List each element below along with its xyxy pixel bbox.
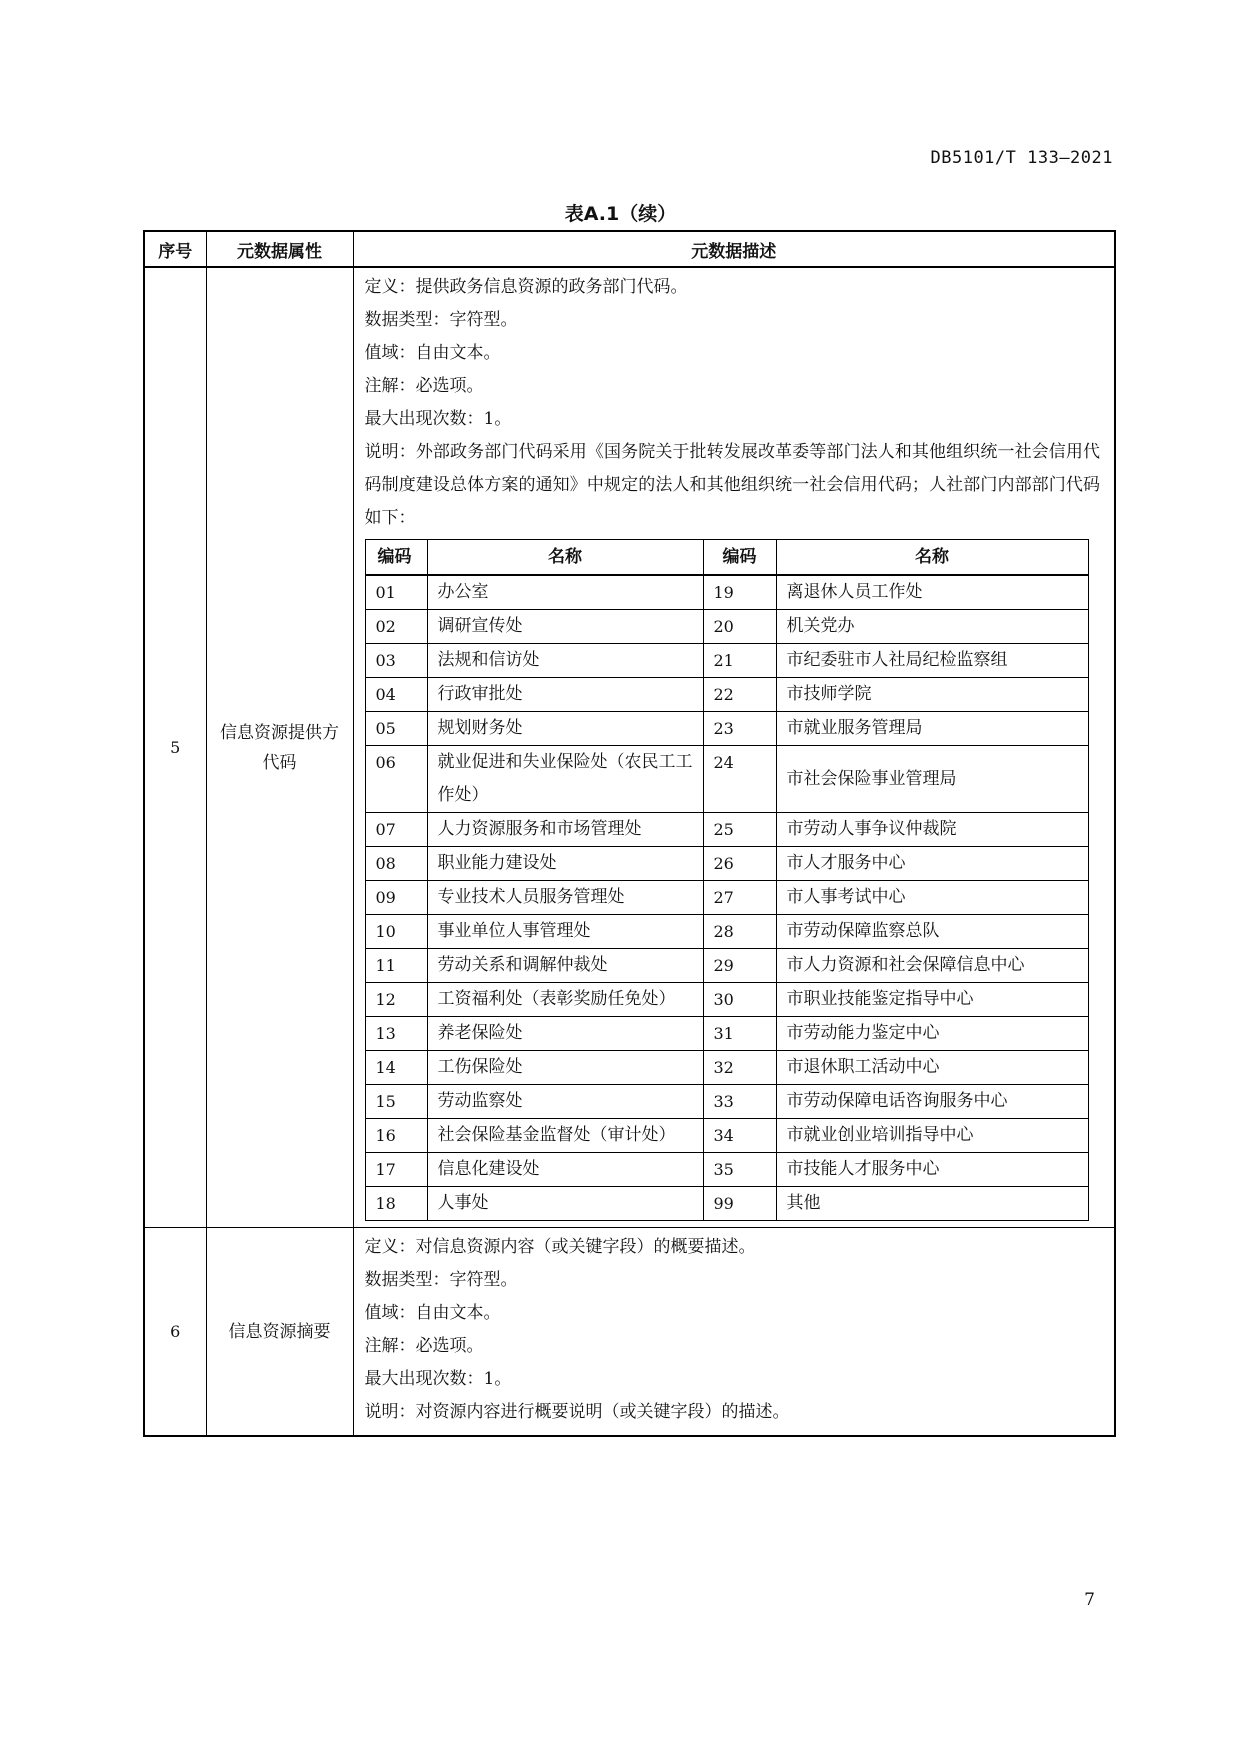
dept-code: 20 <box>703 610 776 644</box>
dept-code: 05 <box>365 712 427 746</box>
dept-name: 市就业创业培训指导中心 <box>776 1119 1088 1153</box>
dept-code: 07 <box>365 813 427 847</box>
row-desc <box>353 1228 1115 1437</box>
dept-row <box>365 983 1088 1017</box>
dept-row <box>365 1017 1088 1051</box>
dept-row <box>365 813 1088 847</box>
dept-code: 33 <box>703 1085 776 1119</box>
dept-code: 99 <box>703 1187 776 1221</box>
dept-name: 信息化建设处 <box>427 1153 703 1187</box>
column-header-desc: 元数据描述 <box>353 231 1115 267</box>
dept-row <box>365 712 1088 746</box>
dept-name: 市就业服务管理局 <box>776 712 1088 746</box>
dept-code: 19 <box>703 575 776 610</box>
metadata-row-6 <box>144 1228 1115 1437</box>
dept-code: 12 <box>365 983 427 1017</box>
dept-code: 25 <box>703 813 776 847</box>
dept-name: 市技能人才服务中心 <box>776 1153 1088 1187</box>
dept-name: 劳动监察处 <box>427 1085 703 1119</box>
dept-code: 11 <box>365 949 427 983</box>
desc-line: 注解：必选项。 <box>364 376 484 396</box>
desc-line: 值域：自由文本。 <box>364 1303 501 1323</box>
dept-row <box>365 575 1088 610</box>
dept-name: 人力资源服务和市场管理处 <box>427 813 703 847</box>
dept-row <box>365 949 1088 983</box>
dept-row <box>365 644 1088 678</box>
desc-note: 说明：外部政务部门代码采用《国务院关于批转发展改革委等部门法人和其他组织统一社会信用代码制度建设总体方案的通知》中规定的法人和其他组织统一社会信用代码；人社部门内部部门代码如下： <box>364 442 1100 528</box>
dept-row <box>365 1119 1088 1153</box>
dept-row <box>365 746 1088 813</box>
desc-line: 定义：对信息资源内容（或关键字段）的概要描述。 <box>364 1237 756 1257</box>
dept-code: 23 <box>703 712 776 746</box>
desc-line: 定义：提供政务信息资源的政务部门代码。 <box>364 277 688 297</box>
column-header-seq: 序号 <box>144 231 206 267</box>
dept-code: 18 <box>365 1187 427 1221</box>
page-number: 7 <box>1084 1590 1095 1610</box>
dept-name: 行政审批处 <box>427 678 703 712</box>
column-header-attr: 元数据属性 <box>206 231 353 267</box>
dept-code: 34 <box>703 1119 776 1153</box>
dept-code: 02 <box>365 610 427 644</box>
dept-code: 15 <box>365 1085 427 1119</box>
dept-code: 35 <box>703 1153 776 1187</box>
department-code-table <box>365 539 1089 1221</box>
metadata-row-5 <box>144 267 1115 1228</box>
dept-name: 机关党办 <box>776 610 1088 644</box>
dept-row <box>365 915 1088 949</box>
dept-name: 就业促进和失业保险处（农民工工作处） <box>427 746 703 813</box>
dept-name: 市退休职工活动中心 <box>776 1051 1088 1085</box>
dept-code: 13 <box>365 1017 427 1051</box>
dept-code: 22 <box>703 678 776 712</box>
dept-name: 规划财务处 <box>427 712 703 746</box>
metadata-table <box>143 230 1116 1437</box>
row-attr: 信息资源提供方代码 <box>206 267 353 1228</box>
dept-name: 法规和信访处 <box>427 644 703 678</box>
dept-row <box>365 881 1088 915</box>
dept-header-row <box>365 540 1088 576</box>
dept-row <box>365 1187 1088 1221</box>
dept-header-code: 编码 <box>365 540 427 576</box>
dept-code: 24 <box>703 746 776 813</box>
dept-name: 市人事考试中心 <box>776 881 1088 915</box>
row-seq: 5 <box>144 267 206 1228</box>
dept-code: 21 <box>703 644 776 678</box>
dept-row <box>365 1153 1088 1187</box>
dept-name: 办公室 <box>427 575 703 610</box>
dept-name: 其他 <box>776 1187 1088 1221</box>
dept-name: 市人力资源和社会保障信息中心 <box>776 949 1088 983</box>
dept-code: 27 <box>703 881 776 915</box>
dept-name: 市社会保险事业管理局 <box>776 746 1088 813</box>
dept-code: 28 <box>703 915 776 949</box>
dept-name: 工伤保险处 <box>427 1051 703 1085</box>
dept-code: 30 <box>703 983 776 1017</box>
dept-code: 04 <box>365 678 427 712</box>
dept-name: 养老保险处 <box>427 1017 703 1051</box>
dept-row <box>365 678 1088 712</box>
dept-name: 市纪委驻市人社局纪检监察组 <box>776 644 1088 678</box>
dept-name: 市劳动人事争议仲裁院 <box>776 813 1088 847</box>
document-code: DB5101/T 133—2021 <box>930 148 1113 168</box>
dept-code: 32 <box>703 1051 776 1085</box>
desc-line: 最大出现次数：1。 <box>364 1369 512 1389</box>
dept-code: 06 <box>365 746 427 813</box>
dept-name: 人事处 <box>427 1187 703 1221</box>
dept-code: 10 <box>365 915 427 949</box>
dept-code: 26 <box>703 847 776 881</box>
dept-code: 14 <box>365 1051 427 1085</box>
dept-row <box>365 847 1088 881</box>
dept-header-code: 编码 <box>703 540 776 576</box>
desc-line: 注解：必选项。 <box>364 1336 484 1356</box>
dept-name: 职业能力建设处 <box>427 847 703 881</box>
metadata-header-row <box>144 231 1115 267</box>
dept-name: 市劳动保障监察总队 <box>776 915 1088 949</box>
dept-code: 29 <box>703 949 776 983</box>
table-caption: 表A.1（续） <box>564 203 677 225</box>
dept-code: 16 <box>365 1119 427 1153</box>
dept-name: 市技师学院 <box>776 678 1088 712</box>
dept-header-name: 名称 <box>776 540 1088 576</box>
dept-name: 专业技术人员服务管理处 <box>427 881 703 915</box>
dept-name: 事业单位人事管理处 <box>427 915 703 949</box>
dept-code: 17 <box>365 1153 427 1187</box>
desc-line: 数据类型：字符型。 <box>364 1270 518 1290</box>
row-desc <box>353 267 1115 1228</box>
dept-name: 劳动关系和调解仲裁处 <box>427 949 703 983</box>
dept-name: 工资福利处（表彰奖励任免处） <box>427 983 703 1017</box>
dept-code: 03 <box>365 644 427 678</box>
dept-name: 调研宣传处 <box>427 610 703 644</box>
desc-line: 数据类型：字符型。 <box>364 310 518 330</box>
dept-name: 市劳动能力鉴定中心 <box>776 1017 1088 1051</box>
dept-row <box>365 610 1088 644</box>
desc-line: 说明：对资源内容进行概要说明（或关键字段）的描述。 <box>364 1402 790 1422</box>
dept-name: 市人才服务中心 <box>776 847 1088 881</box>
dept-name: 市职业技能鉴定指导中心 <box>776 983 1088 1017</box>
dept-name: 离退休人员工作处 <box>776 575 1088 610</box>
dept-code: 01 <box>365 575 427 610</box>
dept-name: 市劳动保障电话咨询服务中心 <box>776 1085 1088 1119</box>
desc-line: 值域：自由文本。 <box>364 343 501 363</box>
dept-code: 09 <box>365 881 427 915</box>
dept-code: 31 <box>703 1017 776 1051</box>
dept-row <box>365 1051 1088 1085</box>
row-attr: 信息资源摘要 <box>206 1228 353 1437</box>
dept-row <box>365 1085 1088 1119</box>
desc-line: 最大出现次数：1。 <box>364 409 512 429</box>
dept-code: 08 <box>365 847 427 881</box>
row-seq: 6 <box>144 1228 206 1437</box>
dept-header-name: 名称 <box>427 540 703 576</box>
dept-name: 社会保险基金监督处（审计处） <box>427 1119 703 1153</box>
